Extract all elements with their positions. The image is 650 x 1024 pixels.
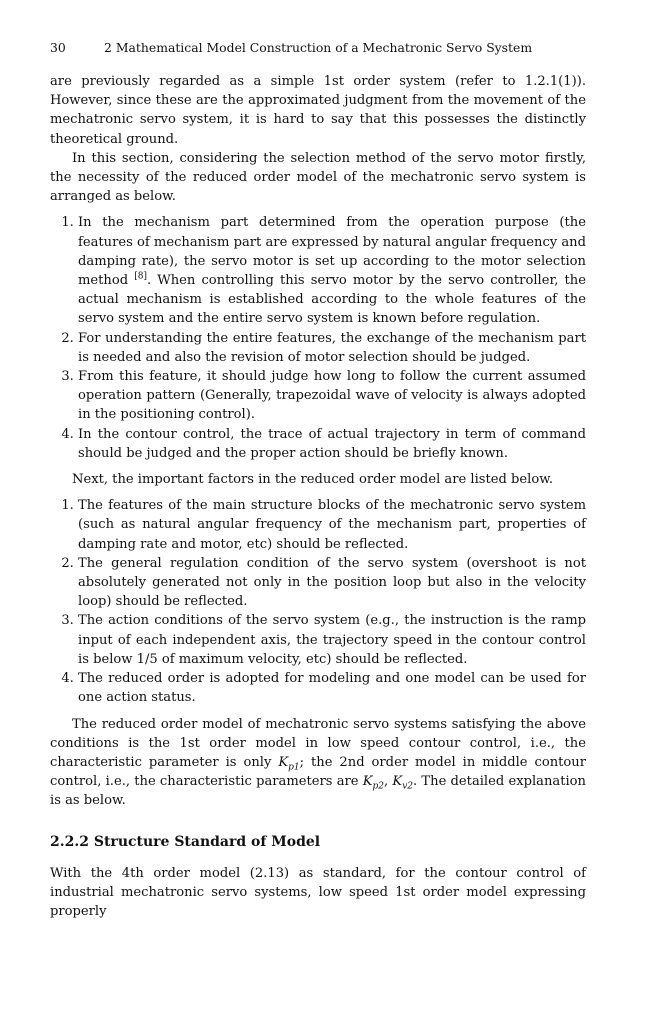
symbol-kp1: $K_{p1}$ [278, 754, 300, 773]
page [50, 40, 586, 921]
section-heading [50, 833, 586, 852]
list-item: 1. The features of the main structure blocks of the mechatronic servo system (such as natural angular frequency of the mechanism part, properties of damping rate and motor, etc) should be reflected. [78, 496, 586, 554]
page-number: 30 [50, 40, 66, 55]
section-number: 2.2.2 [50, 833, 89, 850]
list-item: 3. The action conditions of the servo system (e.g., the instruction is the ramp input of each independent axis, the trajectory speed in the contour control is below 1/5 of maximum velocity, etc) should be reflected. [78, 611, 586, 669]
list-item: 2. The general regulation condition of the servo system (overshoot is not absolutely generated not only in the position loop but also in the velocity loop) should be reflected. [78, 554, 586, 612]
citation: [8] [134, 271, 147, 282]
list-item [78, 213, 586, 328]
symbol-kp2: $K_{p2}$ [362, 774, 385, 792]
section-title: Structure Standard of Model [93, 833, 321, 850]
selection-list [50, 213, 586, 463]
paragraph-5: With the 4th order model (2.13) as standard, for the contour control of industrial mechatronic servo systems, low speed 1st order model expressing properly [50, 865, 586, 920]
list-item: 4. In the contour control, the trace of actual trajectory in term of command should be judged and the proper action should be briefly known. [78, 425, 586, 463]
list-item-text: In the mechanism part determined from the operation purpose (the features of mechanism part are expressed by natural angular frequency and damping rate), the servo motor is set up according to the motor selection method [78, 215, 586, 289]
list-item: 4. The reduced order is adopted for modeling and one model can be used for one action status. [78, 669, 586, 707]
list-item: 3. From this feature, it should judge how long to follow the current assumed operation pattern (Generally, trapezoidal wave of velocity is always adopted in the positioning control). [78, 367, 586, 425]
chapter-title: 2 Mathematical Model Construction of a Mechatronic Servo System [104, 40, 533, 55]
running-header [50, 40, 586, 56]
paragraph-1: are previously regarded as a simple 1st order system (refer to 1.2.1(1)). However, since these are the approximated judgment from the movement of the mechatronic servo system, it is hard to say that this possesses the distinctly theoretical ground. [50, 74, 586, 147]
paragraph-2: In this section, considering the selection method of the servo motor firstly, the necessity of the reduced order model of the mechatronic servo system is arranged as below. [50, 150, 586, 205]
paragraph-3: Next, the important factors in the reduced order model are listed below. [72, 472, 554, 488]
list-item: 2. For understanding the entire features, the exchange of the mechanism part is needed and also the revision of motor selection should be judged. [78, 329, 586, 367]
symbol-kv2: $K_{v2}$ [392, 774, 414, 792]
paragraph-4: The reduced order model of mechatronic servo systems satisfying the above conditions is the 1st order model in low speed contour control, i.e., the characteristic parameter is only $K_{p1}$; the 2nd order model in middle contour control, i.e., the characteristic parameters are $K_{p2}$, $K_{v2}$. The detailed explanation is as below. [50, 716, 586, 809]
factors-list [50, 496, 586, 707]
list-item-text: . When controlling this servo motor by the servo controller, the actual mechanism is established according to the whole features of the servo system and the entire servo system is known before regulation. [78, 273, 586, 327]
